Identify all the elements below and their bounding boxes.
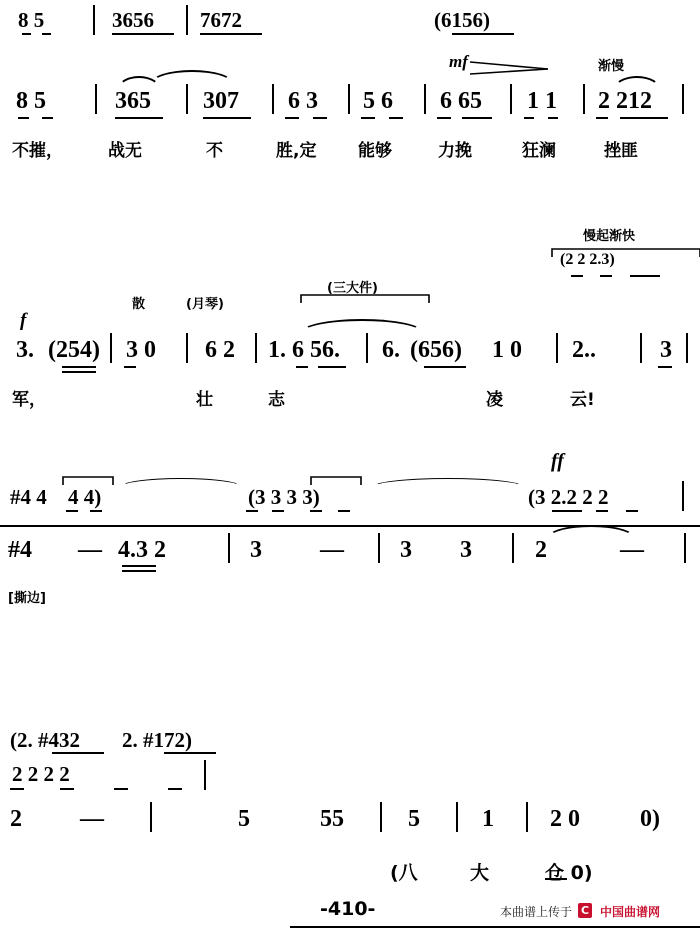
note-group: 8 5 [16,88,46,114]
beam [310,510,322,512]
lyric: 云! [570,390,595,410]
barline [682,84,684,114]
beam [338,510,350,512]
beam [200,33,262,35]
tempo-mark-ritardando: 渐慢 [598,59,625,74]
system-2 [0,215,700,415]
beam [124,366,136,368]
beam [548,117,558,119]
beam [10,788,24,790]
slur [300,319,424,333]
barline [186,84,188,114]
note-group: 55 [320,806,344,832]
note-group: 3 [660,337,672,363]
beam [620,117,668,119]
note-group: 2.. [572,337,596,363]
footer-rule [290,926,700,928]
performance-note: [撕边] [8,591,46,606]
beam [272,510,284,512]
barline [95,84,97,114]
beam [246,510,258,512]
beam [203,117,251,119]
beam [318,366,346,368]
barline [640,333,642,363]
note-group: 1 [482,806,494,832]
beam [361,117,375,119]
note-group: — [620,537,644,563]
note-group: 3656 [112,8,154,32]
crescendo-hairpin [470,60,550,81]
lyric: (八 [390,862,418,884]
note-group: — [78,537,102,563]
note-group: 2 [10,806,22,832]
note-group: 2. #172) [122,728,192,752]
note-group: (656) [410,337,462,363]
beam [42,33,51,35]
tie [372,478,522,487]
note-group: 365 [115,88,151,114]
note-group: 3 0 [126,337,156,363]
beam [437,117,451,119]
note-group: (6156) [434,8,490,32]
instrument-annotation-sandajian: (三大件) [327,281,378,296]
note-group: 2 212 [598,88,652,114]
note-group: 7672 [200,8,242,32]
barline [228,533,230,563]
barline [686,333,688,363]
note-group: 1. 6 56. [268,337,340,363]
bracket-top [310,473,362,483]
barline [424,84,426,114]
barline [380,802,382,832]
beam [596,510,608,512]
beam [60,788,74,790]
note-group: (3 3 3 3) [248,485,320,509]
note-group: 2 2 2 2 [12,762,70,786]
lyric: 能够 [358,141,392,161]
barline [186,5,188,35]
system-1 [0,0,700,180]
note-group: #4 [8,537,32,563]
beam [90,510,102,512]
beam [18,117,29,119]
upper-note-group: (2 2 2.3) [560,251,615,268]
beam [630,275,660,277]
note-group: (2. #432 [10,728,80,752]
note-group: 5 [238,806,250,832]
lyric: 军， [12,390,46,410]
note-group: — [80,806,104,832]
beam [596,117,608,119]
barline [512,533,514,563]
system-4 [0,718,700,898]
beam [462,117,492,119]
lyric: 仓 0) [545,862,593,884]
note-group: 3 [460,537,472,563]
lyric: 狂澜 [522,141,556,161]
barline [110,333,112,363]
barline [456,802,458,832]
barline [583,84,585,114]
beam [168,788,182,790]
note-group: 3. [16,337,34,363]
note-group: — [320,537,344,563]
lyric: 不摧， [12,141,63,161]
note-group: 6 65 [440,88,482,114]
tempo-annotation-san: 散 [132,297,146,312]
lyric: 战无 [108,141,142,161]
beam [313,117,327,119]
barline [556,333,558,363]
barline [682,481,684,511]
beam [164,752,216,754]
beam [115,117,163,119]
beam [626,510,638,512]
barline [186,333,188,363]
note-group: #4 4 [10,485,47,509]
beam [452,33,514,35]
lyric: 挫匪 [604,141,638,161]
site-logo-badge: C [578,903,592,918]
note-group: 6 2 [205,337,235,363]
barline [366,333,368,363]
bracket-top [62,473,114,483]
note-group: 1 0 [492,337,522,363]
barline [255,333,257,363]
barline [272,84,274,114]
barline [348,84,350,114]
barline [204,760,206,790]
beam [296,366,308,368]
note-group: (3 2.2 2 2 [528,485,609,509]
note-group: 4.3 2 [118,537,166,563]
beam [285,117,299,119]
note-group: 3 [400,537,412,563]
note-group: 0) [640,806,660,832]
beam [122,565,156,567]
beam [52,752,104,754]
barline [684,533,686,563]
note-group: 1 1 [527,88,557,114]
lyric: 志 [268,390,285,410]
beam [424,366,466,368]
tie [120,478,240,487]
lyric: 大 [470,862,490,884]
note-group: 307 [203,88,239,114]
beam [66,510,78,512]
barline [510,84,512,114]
note-group: 2 [535,537,547,563]
page-number: -410- [320,898,376,920]
lyric: 力挽 [438,141,472,161]
beam [389,117,403,119]
beam [22,33,31,35]
beam [112,33,174,35]
note-group: 3 [250,537,262,563]
note-group: 5 6 [363,88,393,114]
slur [150,70,234,84]
lyric: 凌 [486,390,503,410]
beam [62,366,96,368]
note-group: 2 0 [550,806,580,832]
dynamic-ff: ff [551,450,564,472]
footer-credit: 本曲谱上传于 [500,905,573,919]
site-logo-text: 中国曲谱网 [600,905,661,919]
beam [62,371,96,373]
tempo-annotation: 慢起渐快 [583,229,636,244]
note-group: 6 3 [288,88,318,114]
barline [150,802,152,832]
beam [524,117,534,119]
bracket-top [300,291,430,301]
dynamic-mf: mf [449,52,468,71]
dynamic-f: f [20,310,27,331]
barline [378,533,380,563]
beam [552,510,582,512]
system-3 [0,445,700,625]
beam [658,366,672,368]
barline [526,802,528,832]
instrument-annotation-yueqin: (月琴) [186,297,224,312]
lyric: 胜,定 [276,141,317,161]
beam [571,275,583,277]
lyric: 壮 [196,390,213,410]
beam [42,117,53,119]
lyric: 不 [206,141,223,161]
lyric-underline [545,878,567,880]
note-group: 4 4) [68,485,102,509]
beam [114,788,128,790]
note-group: (254) [48,337,100,363]
beam [122,570,156,572]
note-group: 5 [408,806,420,832]
note-group: 6. [382,337,400,363]
barline [93,5,95,35]
note-group: 8 5 [18,8,45,32]
beam [600,275,612,277]
